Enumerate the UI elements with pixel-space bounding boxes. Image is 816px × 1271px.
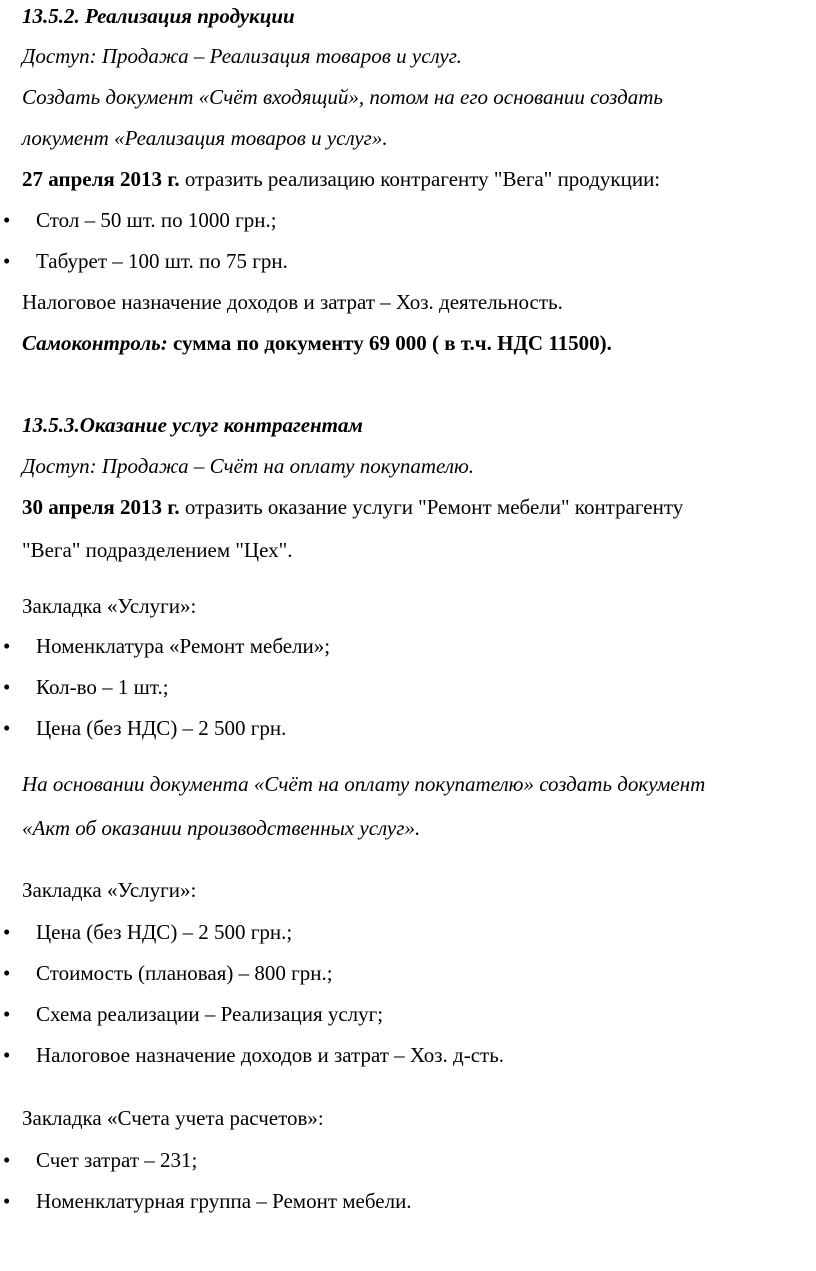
list-item: • Номенклатурная группа – Ремонт мебели. <box>3 1189 412 1213</box>
bullet-icon: • <box>3 675 11 699</box>
list-item: • Стол – 50 шт. по 1000 грн.; <box>3 208 277 232</box>
list-item: • Стоимость (плановая) – 800 грн.; <box>3 961 333 985</box>
tab-label-services-2: Закладка «Услуги»: <box>22 878 197 902</box>
basis-line-1: На основании документа «Счёт на оплату покупателю» создать документ <box>22 772 706 796</box>
bullet-icon: • <box>3 1002 11 1026</box>
self-control-text: сумма по документу 69 000 ( в т.ч. НДС 11500). <box>167 331 612 355</box>
list-item: • Цена (без НДС) – 2 500 грн. <box>3 716 287 740</box>
instruction-line-2: локумент «Реализация товаров и услуг». <box>22 126 388 150</box>
date-2: 30 апреля 2013 г. <box>22 495 180 519</box>
bullet-icon: • <box>3 249 11 273</box>
list-item: • Счет затрат – 231; <box>3 1148 198 1172</box>
bullet-icon: • <box>3 1189 11 1213</box>
bullet-icon: • <box>3 634 11 658</box>
self-control-line <box>22 331 612 357</box>
list-item: • Цена (без НДС) – 2 500 грн.; <box>3 920 293 944</box>
date-line-2 <box>22 495 683 521</box>
bullet-icon: • <box>3 208 11 232</box>
bullet-icon: • <box>3 1043 11 1067</box>
bullet-icon: • <box>3 716 11 740</box>
access-path-1: Доступ: Продажа – Реализация товаров и услуг. <box>22 44 462 68</box>
tax-line-1: Налоговое назначение доходов и затрат – Хоз. деятельность. <box>22 290 563 314</box>
bullet-icon: • <box>3 961 11 985</box>
section-heading-2: 13.5.3.Оказание услуг контрагентам <box>22 413 363 437</box>
date-text-1: отразить реализацию контрагенту "Вега" продукции: <box>179 167 661 191</box>
section-heading-1: 13.5.2. Реализация продукции <box>22 4 295 28</box>
tab-label-services-1: Закладка «Услуги»: <box>22 594 197 618</box>
date-1: 27 апреля 2013 г. <box>22 167 180 191</box>
instruction-line-1: Создать документ «Счёт входящий», потом на его основании создать <box>22 85 663 109</box>
list-item: • Налоговое назначение доходов и затрат – Хоз. д-сть. <box>3 1043 505 1067</box>
bullet-icon: • <box>3 920 11 944</box>
basis-line-2: «Акт об оказании производственных услуг». <box>22 816 421 840</box>
tab-label-accounts: Закладка «Счета учета расчетов»: <box>22 1106 324 1130</box>
bullet-icon: • <box>3 1148 11 1172</box>
self-control-label: Самоконтроль: <box>22 331 168 355</box>
list-item: • Табурет – 100 шт. по 75 грн. <box>3 249 288 273</box>
access-path-2: Доступ: Продажа – Счёт на оплату покупателю. <box>22 454 475 478</box>
date-line-2-cont: "Вега" подразделением "Цех". <box>22 538 293 562</box>
date-text-2: отразить оказание услуги "Ремонт мебели" контрагенту <box>179 495 684 519</box>
date-line-1 <box>22 167 660 193</box>
list-item: • Номенклатура «Ремонт мебели»; <box>3 634 331 658</box>
list-item: • Кол-во – 1 шт.; <box>3 675 169 699</box>
list-item: • Схема реализации – Реализация услуг; <box>3 1002 384 1026</box>
